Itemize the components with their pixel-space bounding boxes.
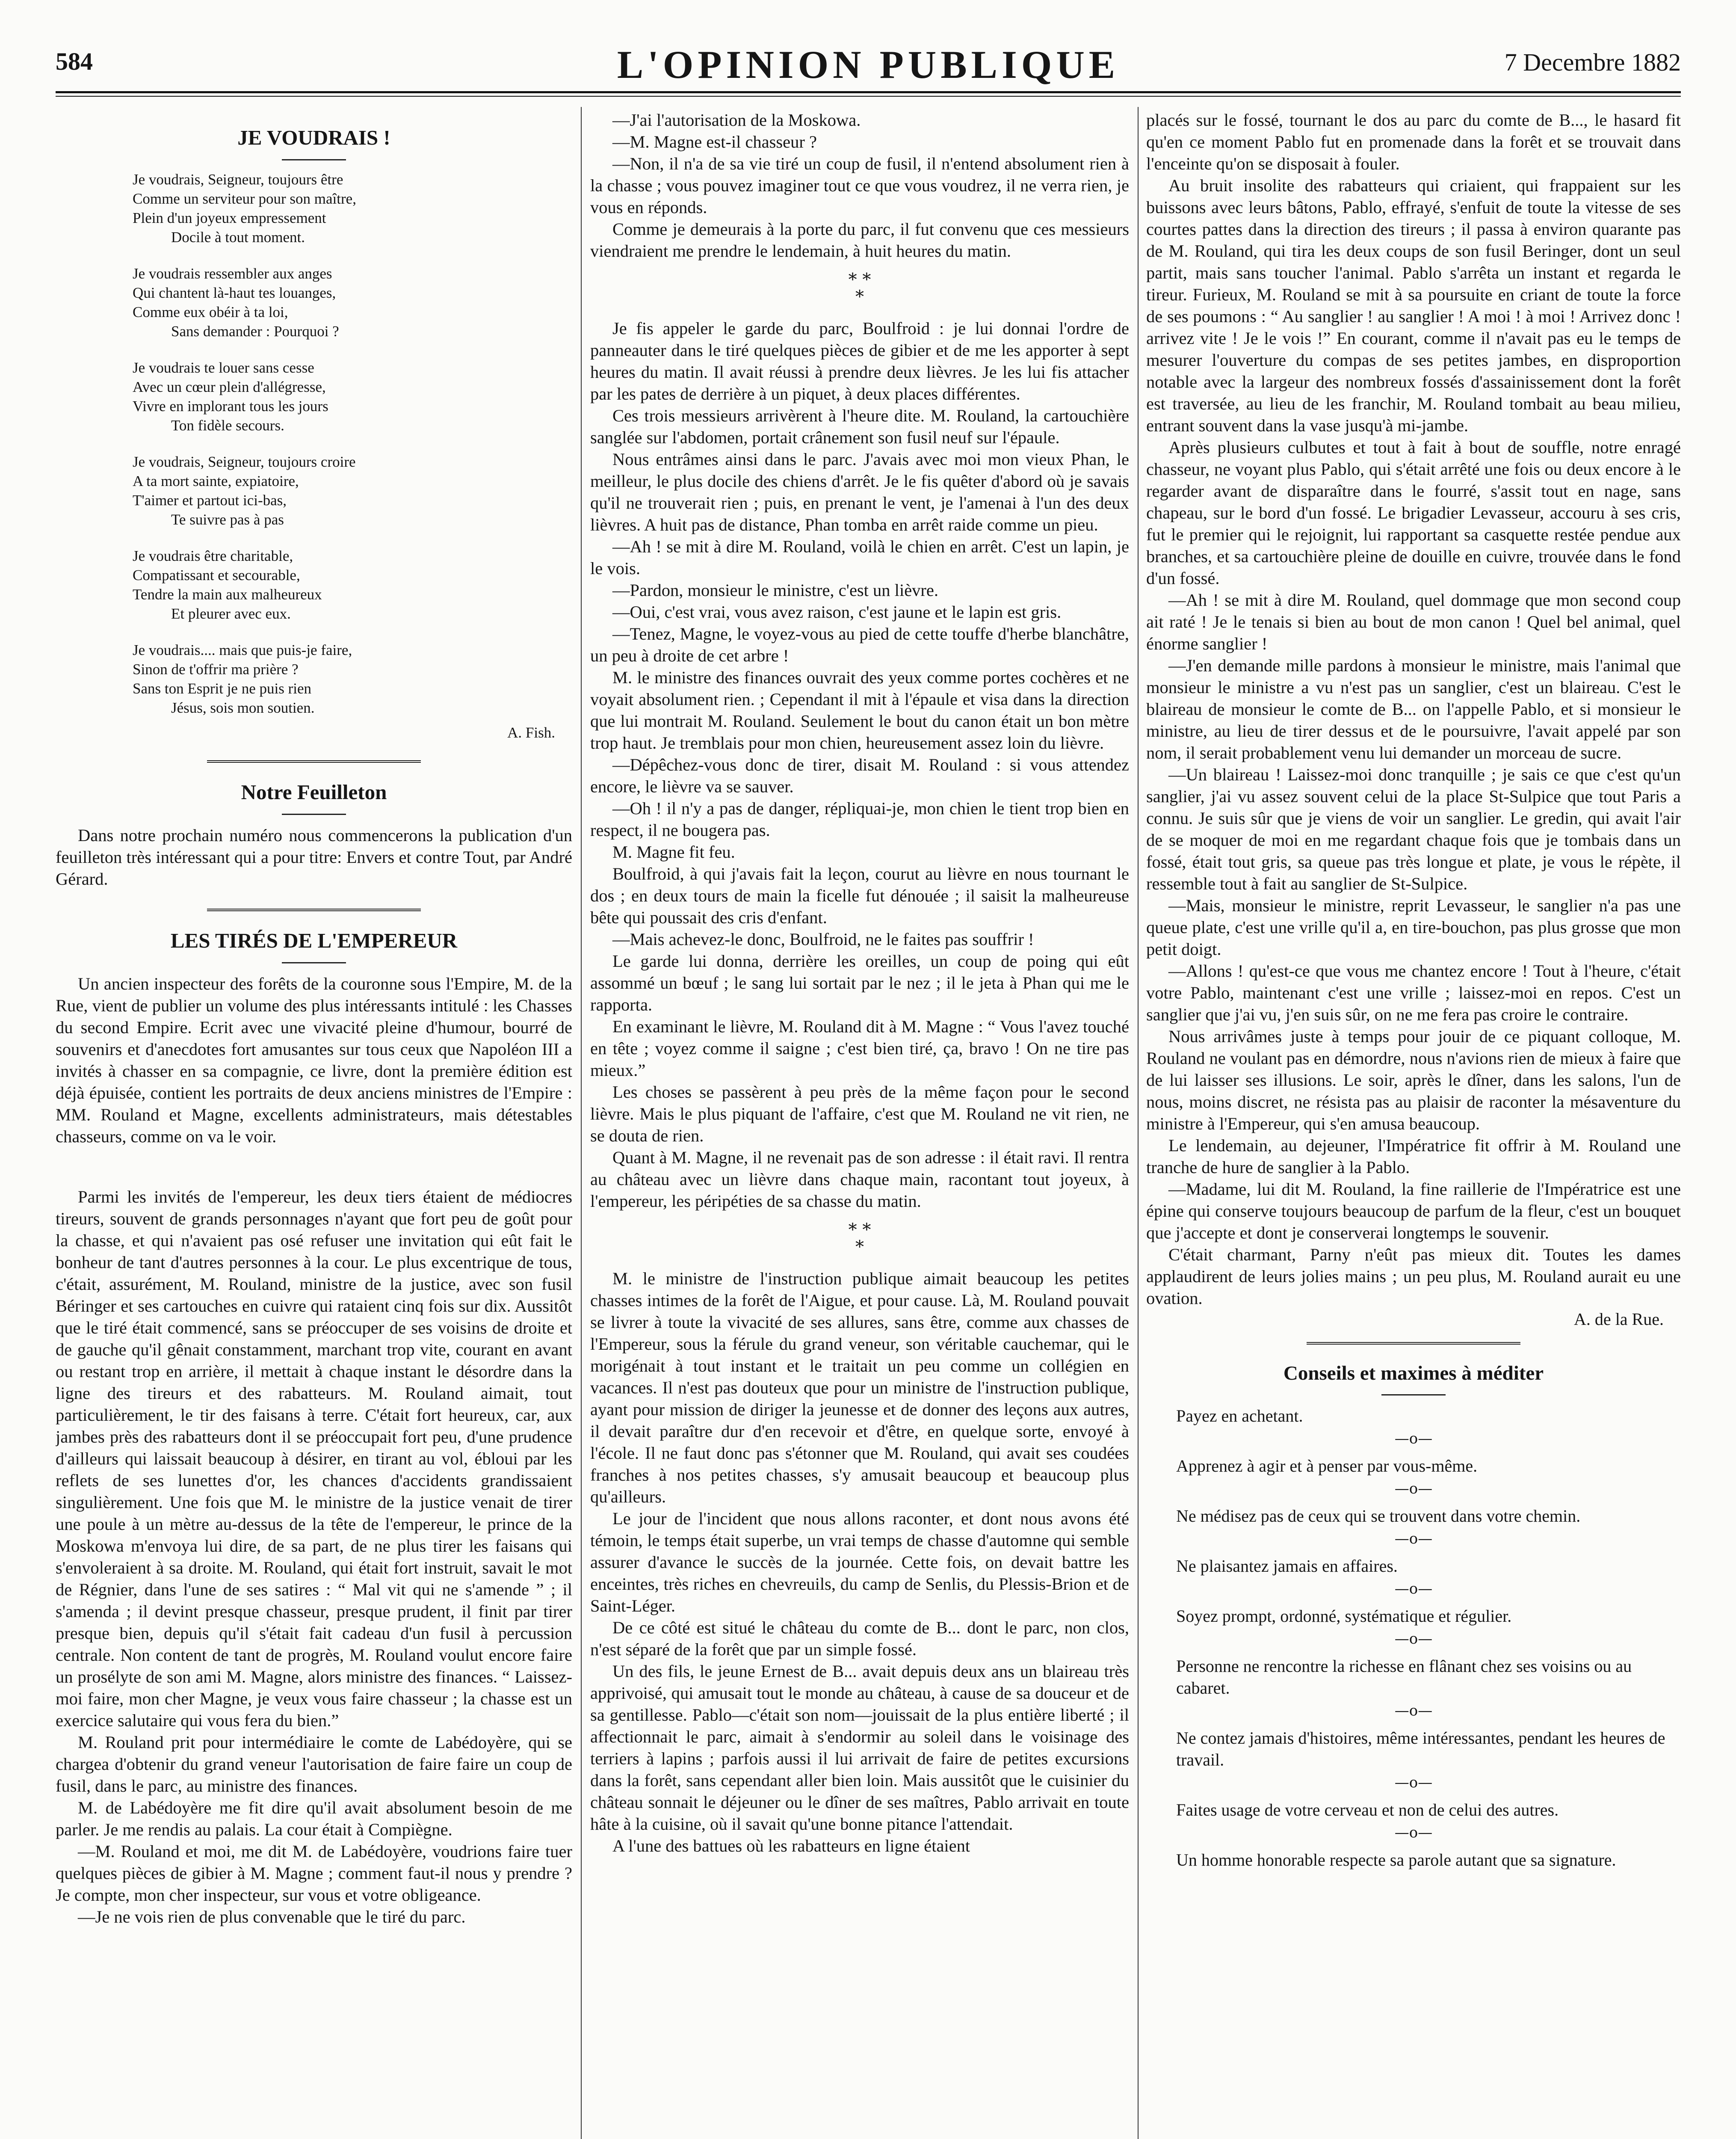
article-paragraph: Nous arrivâmes juste à temps pour jouir de ce piquant colloque, M. Rouland ne voulant pas en démordre, nous n'avions rien de mieux à faire que de lui laisser ses illusions. Le soir, après le dîner, dans les salons, l'un de nous, moins discret, ne résista pas au plaisir de raconter la mésaventure du ministre à l'Empereur, qui s'en amusa beaucoup.: [1146, 1027, 1681, 1133]
column-2: [590, 109, 1129, 2139]
article-paragraph: —Madame, lui dit M. Rouland, la fine raillerie de l'Impératrice est une épine qui conserve toujours beaucoup de parfum de la fleur, c'est un bouquet que j'accepte et dont je conserverai longtemps le souvenir.: [1146, 1179, 1681, 1242]
poem-line: Compatissant et secourable,: [133, 567, 300, 584]
poem-line: Je voudrais être charitable,: [133, 548, 293, 564]
maxim-separator: —o—: [1394, 1530, 1433, 1547]
article-paragraph: Un ancien inspecteur des forêts de la couronne sous l'Empire, M. de la Rue, vient de publier un volume des plus intéressants intitulé : les Chasses du second Empire. Ecrit avec une vivacité pleine d'humour, bourré de souvenirs et d'anecdotes fort amusantes sur tous ceux que Napoléon III a invités à chasser en sa compagnie, ce livre, dont la première édition est déjà épuisée, contient les portraits de deux anciens ministres de l'Empire : MM. Rouland et Magne, excellents administrateurs, mais détestables chasseurs, comme on va le voir.: [56, 974, 572, 1146]
poem-line: Je voudrais, Seigneur, toujours être: [133, 171, 343, 188]
column-divider: [581, 107, 582, 2139]
article-paragraph: —Un blaireau ! Laissez-moi donc tranquille ; je sais ce que c'est qu'un sanglier, j'ai vu assez souvent celui de la place St-Sulpice que tout Paris a connu. Je suis sûr que je viens de voir un sanglier. Le gredin, qui avait l'air de se moquer de moi en me regardant chaque fois que je tombais dans un fossé, était tout gris, sa queue pas très longue et plate, je vous le répète, il ressemble tout à fait au sanglier de St-Sulpice.: [1146, 765, 1681, 893]
article-paragraph: —Allons ! qu'est-ce que vous me chantez encore ! Tout à l'heure, c'était votre Pablo, maintenant c'est une vrille ; laissez-moi en repos. C'est un sanglier que j'ai vu, j'en suis sûr, on ne me fera pas croire le contraire.: [1146, 961, 1681, 1024]
article-paragraph: —Je ne vois rien de plus convenable que le tiré du parc.: [78, 1907, 466, 1926]
poem-line: Sans ton Esprit je ne puis rien: [133, 680, 312, 697]
poem-line: Sans demander : Pourquoi ?: [171, 323, 339, 340]
poem-line: Je voudrais.... mais que puis-je faire,: [133, 642, 352, 658]
article-paragraph: Le lendemain, au dejeuner, l'Impératrice fit offrir à M. Rouland une tranche de hure de sanglier à la Pablo.: [1146, 1136, 1681, 1177]
maxim-item: Un homme honorable respecte sa parole autant que sa signature.: [1176, 1850, 1616, 1869]
article-text: [590, 109, 1129, 262]
article-paragraph: C'était charmant, Parny n'eût pas mieux dit. Toutes les dames applaudirent de leurs jolies mains ; un peu plus, M. Rouland aurait eu une ovation.: [1146, 1245, 1681, 1308]
section-stars: * * *: [848, 1220, 871, 1257]
poem-line: Docile à tout moment.: [171, 229, 305, 246]
masthead-rule: [56, 91, 1681, 97]
title-rule: [282, 962, 346, 963]
poem-body: [56, 170, 572, 717]
feuilleton-title: Notre Feuilleton: [241, 780, 387, 804]
newspaper-title: L'OPINION PUBLIQUE: [617, 43, 1120, 86]
article-paragraph: —Ah ! se mit à dire M. Rouland, quel dommage que mon second coup ait raté ! Je le tenais si bien au bout de mon canon ! Quel bel animal, quel énorme sanglier !: [1146, 590, 1681, 653]
article-paragraph: Nous entrâmes ainsi dans le parc. J'avais avec moi mon vieux Phan, le meilleur, le plus docile des chiens d'arrêt. Je le fis quêter d'abord où je savais qu'il ne trouverait rien ; puis, en prenant le vent, je l'amenai à l'un des deux lièvres. A huit pas de distance, Phan tomba en arrêt raide comme un pieu.: [590, 450, 1129, 534]
poem-line: Tendre la main aux malheureux: [133, 586, 322, 603]
article-paragraph: Le jour de l'incident que nous allons raconter, et dont nous avons été témoin, le temps était superbe, un vrai temps de chasse d'automne qui semble assurer d'avance le succès de la journée. Cette fois, on devait battre les enceintes, très riches en chevreuils, du camp de Senlis, du Plessis-Brion et de Saint-Léger.: [590, 1509, 1129, 1615]
article-paragraph: Après plusieurs culbutes et tout à fait à bout de souffle, notre enragé chasseur, ne voyant plus Pablo, qui s'était arrêté une fois ou deux encore à le regarder avant de disparaître dans le fourré, s'assit tout en nage, sans chapeau, sur le bord d'un fossé. Le brigadier Levasseur, accouru à ses cris, fut le premier qui le rejoignit, lui rapportant sa casquette restée pendue aux branches, et sa cartouchière pleine de douille en cuivre, trouvée dans le fond d'un fossé.: [1146, 438, 1681, 588]
maxim-item: Soyez prompt, ordonné, systématique et régulier.: [1176, 1606, 1512, 1626]
article-paragraph: Comme je demeurais à la porte du parc, il fut convenu que ces messieurs viendraient me prendre le lendemain, à huit heures du matin.: [590, 219, 1129, 261]
maxims-list: [1146, 1405, 1681, 1871]
poem-line: Vivre en implorant tous les jours: [133, 398, 328, 415]
poem-line: Comme eux obéir à ta loi,: [133, 304, 288, 320]
article-paragraph: M. de Labédoyère me fit dire qu'il avait absolument besoin de me parler. Je me rendis au palais. La cour était à Compiègne.: [56, 1798, 572, 1839]
article-paragraph: placés sur le fossé, tournant le dos au parc du comte de B..., le hasard fit qu'en ce moment Pablo fut en promenade dans la forêt et se trouvait dans l'enceinte qu'on se disposait à fouler.: [1146, 110, 1681, 173]
poem-line: Te suivre pas à pas: [171, 511, 284, 528]
article-paragraph: —Dépêchez-vous donc de tirer, disait M. Rouland : si vous attendez encore, le lièvre va se sauver.: [590, 755, 1129, 796]
maxims-title: Conseils et maximes à méditer: [1283, 1362, 1544, 1384]
title-rule: [282, 814, 346, 815]
column-divider: [1138, 107, 1139, 2139]
maxim-item: Payez en achetant.: [1176, 1406, 1303, 1425]
poem-line: Plein d'un joyeux empressement: [133, 210, 326, 226]
article-paragraph: Le garde lui donna, derrière les oreilles, un coup de poing qui eût assommé un bœuf ; le sang lui sortait par le nez ; il le jeta à Phan qui me le rapporta.: [590, 951, 1129, 1014]
article-paragraph: Boulfroid, à qui j'avais fait la leçon, courut au lièvre en nous tournant le dos ; en deux tours de main la ficelle fut dénouée ; il saisit la malheureuse bête qui poussait des cris d'enfant.: [590, 864, 1129, 927]
article-text: [590, 1268, 1129, 1857]
poem-line: Et pleurer avec eux.: [171, 605, 291, 622]
poem-stanza: [56, 264, 572, 341]
section-rule: [207, 760, 421, 763]
feuilleton-text: Dans notre prochain numéro nous commencerons la publication d'un feuilleton très intéressant qui a pour titre: Envers et contre Tout, par André Gérard.: [56, 826, 572, 889]
maxim-item: Ne médisez pas de ceux qui se trouvent dans votre chemin.: [1176, 1506, 1581, 1526]
poem-stanza: [56, 452, 572, 529]
maxim-separator: —o—: [1394, 1774, 1433, 1791]
poem-line: Je voudrais te louer sans cesse: [133, 359, 314, 376]
maxim-item: Ne contez jamais d'histoires, même intéressantes, pendant les heures de travail.: [1176, 1728, 1665, 1769]
poem-line: Comme un serviteur pour son maître,: [133, 190, 356, 207]
article-paragraph: —Pardon, monsieur le ministre, c'est un lièvre.: [612, 581, 939, 600]
poem-line: Je voudrais, Seigneur, toujours croire: [133, 453, 356, 470]
poem-title: JE VOUDRAIS !: [237, 126, 390, 149]
maxim-item: Faites usage de votre cerveau et non de celui des autres.: [1176, 1800, 1559, 1819]
poem-signature: A. Fish.: [507, 724, 555, 741]
maxim-separator: —o—: [1394, 1580, 1433, 1597]
article-paragraph: —J'en demande mille pardons à monsieur le ministre, mais l'animal que monsieur le ministre a vu n'est pas un sanglier, c'est un blaireau. C'est le blaireau de monsieur le comte de B... on l'appelle Pablo, et si monsieur le ministre, au lieu de tirer dessus et de le poursuivre, l'avait appelé par son nom, il serait probablement venu lui demander un morceau de sucre.: [1146, 656, 1681, 762]
article-paragraph: M. Magne fit feu.: [612, 842, 735, 862]
poem-line: Avec un cœur plein d'allégresse,: [133, 379, 326, 395]
article-paragraph: —Oui, c'est vrai, vous avez raison, c'est jaune et le lapin est gris.: [612, 602, 1062, 622]
maxim-separator: —o—: [1394, 1480, 1433, 1497]
article-paragraph: —Tenez, Magne, le voyez-vous au pied de cette touffe d'herbe blanchâtre, un peu à droite de cet arbre !: [590, 624, 1129, 665]
column-1: [56, 109, 572, 2139]
maxim-item: Personne ne rencontre la richesse en flânant chez ses voisins ou au cabaret.: [1176, 1656, 1632, 1698]
article-paragraph: —M. Rouland et moi, me dit M. de Labédoyère, voudrions faire tuer quelques pièces de gibier à M. Magne ; comment faut-il nous y prendre ? Je compte, mon cher inspecteur, sur vous et votre obligeance.: [56, 1842, 572, 1905]
article-paragraph: Ces trois messieurs arrivèrent à l'heure dite. M. Rouland, la cartouchière sanglée sur l'abdomen, portait crânement son fusil neuf sur l'épaule.: [590, 406, 1129, 447]
article-paragraph: —Mais achevez-le donc, Boulfroid, ne le faites pas souffrir !: [612, 930, 1034, 949]
poem-line: Ton fidèle secours.: [171, 417, 284, 434]
poem-line: A ta mort sainte, expiatoire,: [133, 473, 299, 489]
section-rule: [207, 909, 421, 911]
poem-line: Je voudrais ressembler aux anges: [133, 265, 332, 282]
article-paragraph: De ce côté est situé le château du comte de B... dont le parc, non clos, n'est séparé de la forêt que par un simple fossé.: [590, 1618, 1129, 1659]
section-rule: [1307, 1342, 1520, 1345]
article-text: [56, 973, 572, 1928]
article-paragraph: —Non, il n'a de sa vie tiré un coup de fusil, il n'entend absolument rien à la chasse ; vous pouvez imaginer tout ce que vous voudrez, il ne verra rien, je vous en réponds.: [590, 154, 1129, 217]
poem-line: T'aimer et partout ici-bas,: [133, 492, 287, 509]
article-paragraph: —Ah ! se mit à dire M. Rouland, voilà le chien en arrêt. C'est un lapin, je le vois.: [590, 537, 1129, 578]
section-stars: * * *: [848, 270, 871, 307]
article-paragraph: M. le ministre des finances ouvrait des yeux comme portes cochères et ne voyait absolument rien. ; Cependant il mit à l'épaule et visa dans la direction que lui montrait M. Rouland. Seulement le bout du canon était un bon mètre trop haut. Je tremblais pour mon chien, heureusement assez loin du lièvre.: [590, 668, 1129, 753]
masthead: [56, 42, 1681, 89]
article-paragraph: —M. Magne est-il chasseur ?: [612, 132, 817, 151]
poem-line: Sinon de t'offrir ma prière ?: [133, 661, 299, 678]
poem-line: Qui chantent là-haut tes louanges,: [133, 284, 336, 301]
article-paragraph: —Mais, monsieur le ministre, reprit Levasseur, le sanglier n'a pas une queue plate, c'est une vrille qu'il a, en tire-bouchon, pas plus grosse que mon petit doigt.: [1146, 896, 1681, 959]
poem-stanza: [56, 640, 572, 717]
maxim-item: Apprenez à agir et à penser par vous-même.: [1176, 1456, 1478, 1475]
maxim-separator: —o—: [1394, 1630, 1433, 1647]
article-paragraph: Au bruit insolite des rabatteurs qui criaient, qui frappaient sur les buissons avec leurs bâtons, Pablo, effrayé, s'enfuit de toute la vitesse de ses courtes pattes dans la direction des tireurs ; il passa à environ quarante pas de M. Rouland, qui tira les deux coups de son fusil Beringer, dont un seul partit, mais sans toucher l'animal. Pablo s'arrêta un instant et regarda le tireur. Furieux, M. Rouland se mit à sa poursuite en criant de toute la force de ses poumons : “ Au sanglier ! au sanglier ! A moi ! à moi ! Arrivez donc ! arrivez vite ! Je le vois !” En courant, comme il n'avait pas eu le temps de mesurer l'ouverture du compas de ses petites jambes, en disproportion notable avec la largeur des nombreux fossés d'assainissement dont la forêt est traversée, au lieu de les franchir, M. Rouland tombait au beau milieu, entrant souvent dans la vase jusqu'à mi-jambe.: [1146, 176, 1681, 435]
maxim-item: Ne plaisantez jamais en affaires.: [1176, 1556, 1398, 1576]
poem-stanza: [56, 546, 572, 623]
article-paragraph: Les choses se passèrent à peu près de la même façon pour le second lièvre. Mais le plus piquant de l'affaire, c'est que M. Rouland ne vit rien, ne se douta de rien.: [590, 1082, 1129, 1145]
poem-stanza: [56, 170, 572, 247]
article-text: [1146, 109, 1681, 1309]
article-text: [590, 317, 1129, 1212]
article-paragraph: Parmi les invités de l'empereur, les deux tiers étaient de médiocres tireurs, souvent de grands personnages n'ayant que fort peu de goût pour la chasse, et qui n'avaient pas osé refuser une invitation qui eût fait le bonheur de tant d'autres personnes à la cour. Le plus excentrique de tous, c'était, assurément, M. Rouland, ministre de la justice, avec son fusil Béringer et ses cartouches en cuivre qui rataient cinq fois sur dix. Aussitôt que le tiré était commencé, sans se préoccuper de ses voisins de droite et de gauche qu'il gênait constamment, marchant trop vite, courant en avant ou restant trop en arrière, il mettait à chaque instant le désordre dans la ligne des tireurs et des rabatteurs. M. Rouland aimait, tout particulièrement, le tir des faisans à terre. C'était fort heureux, car, aux jambes près des rabatteurs dont il se préoccupait fort peu, d'une prudence d'ailleurs qui laissait beaucoup à désirer, en tirant au vol, ébloui par les reflets de ses lunettes d'or, les chances d'accidents grandissaient singulièrement. Une fois que M. le ministre de la justice venait de tirer une poule à un mètre au-dessus de la tête de l'empereur, le prince de la Moskowa m'envoya lui dire, de sa part, de ne plus tirer les faisans qui s'envoleraient à sa droite. M. Rouland, qui était fort instruit, savait le mot de Régnier, dans l'une de ses satires : “ Mal vit qui ne s'amende ” ; il s'amenda ; il devint presque chasseur, presque prudent, il finit par tirer presque bien, depuis qu'il s'était fait cadeau d'un fusil à percussion centrale. Non content de tant de progrès, M. Rouland voulut encore faire un prosélyte de son ami M. Magne, alors ministre des finances. “ Laissez-moi faire, mon cher Magne, je veux vous faire chasseur ; la chasse est un exercice salutaire qui vous fera du bien.”: [56, 1187, 572, 1730]
article-paragraph: M. Rouland prit pour intermédiaire le comte de Labédoyère, qui se chargea d'obtenir du grand veneur l'autorisation de faire faire un coup de fusil, dans le parc, au ministre des finances.: [56, 1733, 572, 1795]
article-paragraph: M. le ministre de l'instruction publique aimait beaucoup les petites chasses intimes de la forêt de l'Aigue, et pour cause. Là, M. Rouland pouvait se livrer à toute la vivacité de ses allures, sans être, comme aux chasses de l'Empereur, sous la férule du grand veneur, son véritable cauchemar, qui le morigénait à tout instant et le traitait un peu comme un collégien en vacances. Il n'est pas douteux que pour un ministre de l'instruction publique, ayant pour mission de diriger la jeunesse et de donner des leçons aux autres, il devait paraître dur d'en recevoir et d'être, en quelque sorte, envoyé à l'école. Il ne faut donc pas s'étonner que M. Rouland, qui avait ses coudées franches à nos petites chasses, s'y amusait beaucoup et beaucoup plus qu'ailleurs.: [590, 1269, 1129, 1506]
article-paragraph: Je fis appeler le garde du parc, Boulfroid : je lui donnai l'ordre de panneauter dans le tiré quelques pièces de gibier et de me les apporter à sept heures du matin. Il avait réussi à prendre deux lièvres. Je les lui fis attacher par les pates de derrière à un piquet, à deux places différentes.: [590, 319, 1129, 403]
poem-line: Jésus, sois mon soutien.: [171, 699, 315, 716]
article-paragraph: A l'une des battues où les rabatteurs en ligne étaient: [612, 1836, 970, 1855]
article-paragraph: —Oh ! il n'y a pas de danger, répliquai-je, mon chien le tient trop bien en respect, il ne bougera pas.: [590, 799, 1129, 840]
article-paragraph: Quant à M. Magne, il ne revenait pas de son adresse : il était ravi. Il rentra au château avec un lièvre dans chaque main, racontant tout joyeux, à l'empereur, les péripéties de sa chasse du matin.: [590, 1148, 1129, 1211]
page-number: 584: [56, 47, 93, 75]
poem-stanza: [56, 358, 572, 435]
maxim-separator: —o—: [1394, 1430, 1433, 1447]
article-paragraph: —J'ai l'autorisation de la Moskowa.: [612, 110, 861, 130]
maxim-separator: —o—: [1394, 1702, 1433, 1719]
article-paragraph: Un des fils, le jeune Ernest de B... avait depuis deux ans un blaireau très apprivoisé, qui amusait tout le monde au château, à cause de sa douceur et de sa gentillesse. Pablo—c'était son nom—jouissait de la plus entière liberté ; il affectionnait le parc, aimait à s'endormir au soleil dans le voisinage des terriers à lapins ; parfois aussi il lui arrivait de faire de petites excursions dans la forêt, sans cependant aller bien loin. Mais aussitôt que le cuisinier du château sonnait le déjeuner ou le dîner de ses maîtres, Pablo arrivait en toute hâte à la cuisine, où il savait qu'une bonne pitance l'attendait.: [590, 1662, 1129, 1834]
issue-date: 7 Decembre 1882: [1504, 48, 1681, 76]
column-3: [1146, 109, 1681, 2139]
title-rule: [1381, 1394, 1446, 1395]
article-signature: A. de la Rue.: [1574, 1309, 1664, 1329]
article-paragraph: En examinant le lièvre, M. Rouland dit à M. Magne : “ Vous l'avez touché en tête ; voyez comme il saigne ; c'est bien tiré, ça, bravo ! On ne tire pas mieux.”: [590, 1017, 1129, 1080]
maxim-separator: —o—: [1394, 1824, 1433, 1841]
article-title: LES TIRÉS DE L'EMPEREUR: [170, 929, 458, 952]
title-rule: [282, 159, 346, 160]
